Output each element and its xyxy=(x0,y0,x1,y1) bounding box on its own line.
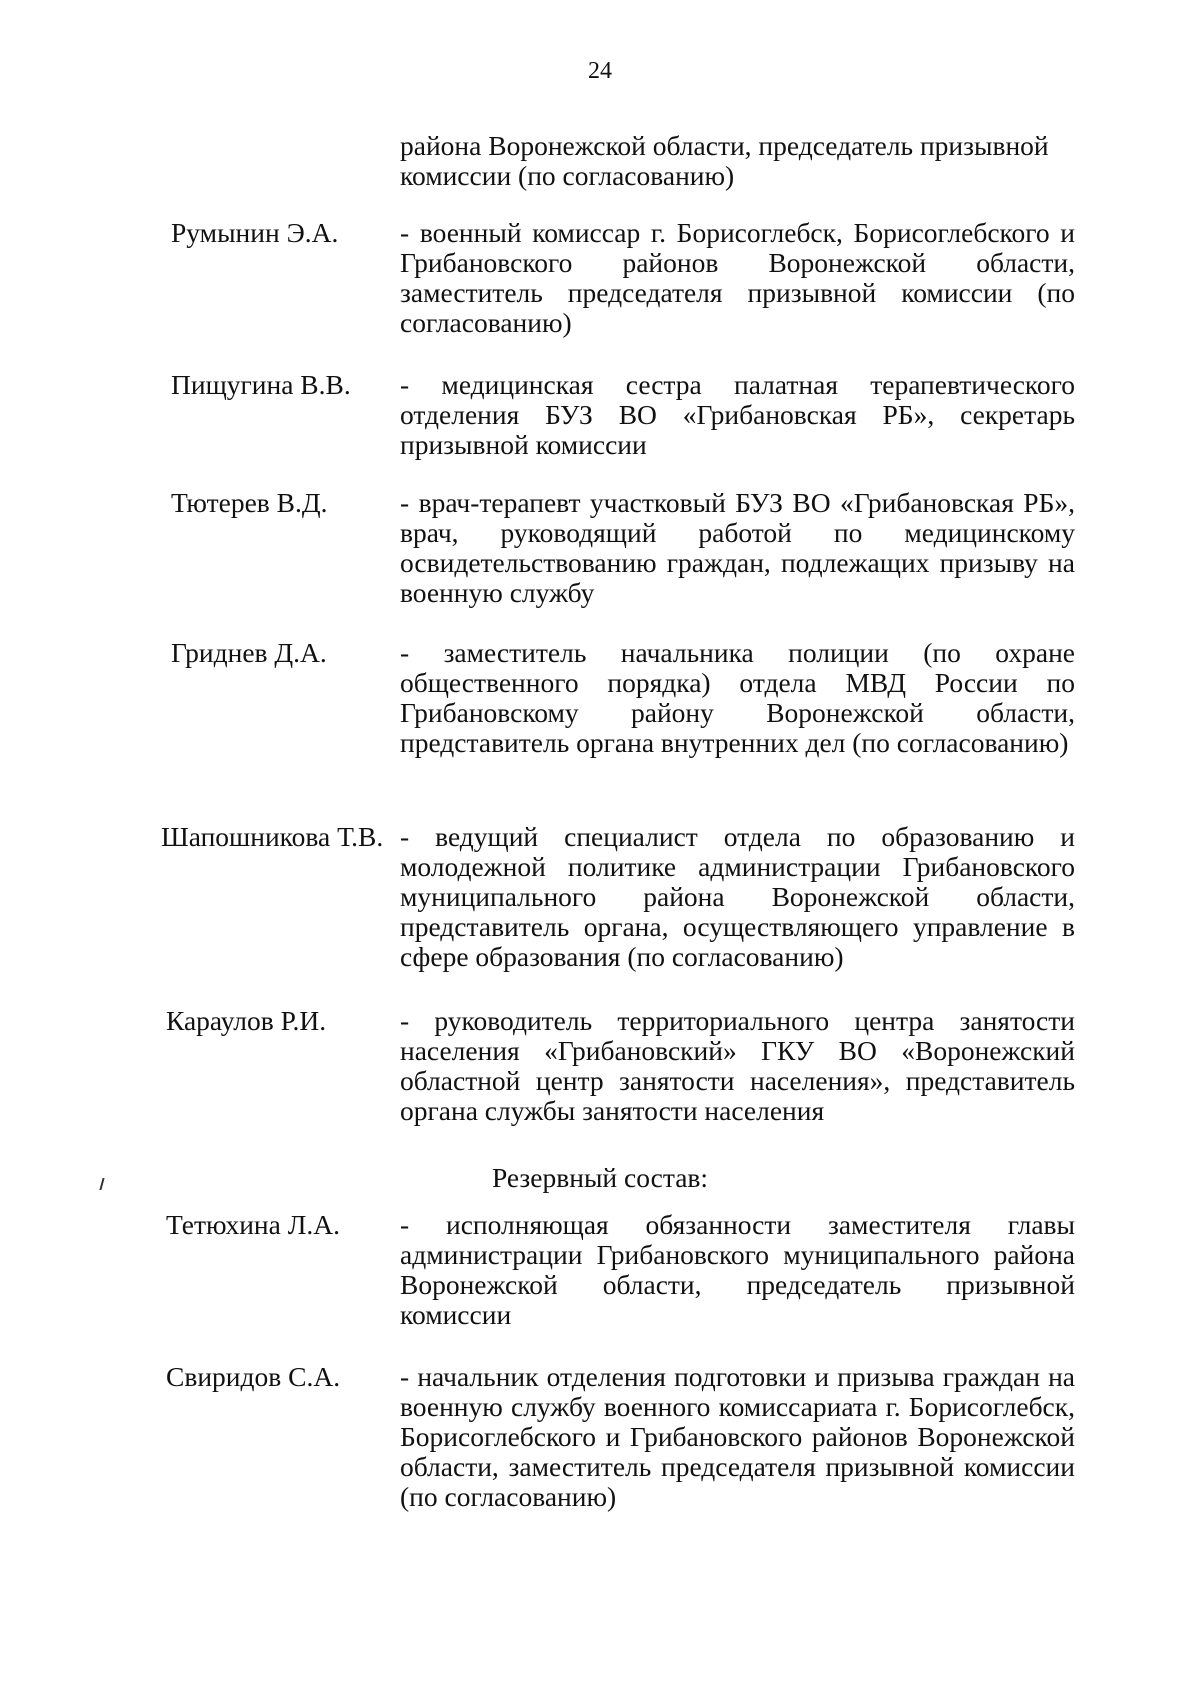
member-name: Гриднев Д.А. xyxy=(171,637,327,668)
member-role: - медицинская сестра палатная терапевтического отделения БУЗ ВО «Грибановская РБ», секретарь призывной комиссии xyxy=(400,369,1075,460)
member-name: Пищугина В.В. xyxy=(171,369,351,400)
member-name: Румынин Э.А. xyxy=(171,217,339,248)
member-role: - военный комиссар г. Борисоглебск, Борисоглебского и Грибановского районов Воронежской области, заместитель председателя призывной комиссии (по согласованию) xyxy=(400,217,1075,338)
member-role: - исполняющая обязанности заместителя главы администрации Грибановского муниципального района Воронежской области, председатель призывной комиссии xyxy=(400,1209,1075,1330)
member-role: - ведущий специалист отдела по образованию и молодежной политике администрации Грибановского муниципального района Воронежской области, представитель органа, осуществляющего управление в сфере образования (по согласованию) xyxy=(400,821,1075,972)
member-role: - заместитель начальника полиции (по охране общественного порядка) отдела МВД России по Грибановскому району Воронежской области, представитель органа внутренних дел (по согласованию) xyxy=(400,637,1075,758)
reserve-heading: Резервный состав: xyxy=(491,1162,709,1193)
member-role: - врач-терапевт участковый БУЗ ВО «Грибановская РБ», врач, руководящий работой по медицинскому освидетельствованию граждан, подлежащих призыву на военную службу xyxy=(400,487,1075,608)
member-name: Шапошникова Т.В. xyxy=(161,821,384,852)
continuation-text: района Воронежской области, председатель призывной комиссии (по согласованию) xyxy=(400,130,1049,191)
member-name: Караулов Р.И. xyxy=(166,1005,327,1036)
member-name: Свиридов С.А. xyxy=(166,1361,341,1392)
member-name: Тютерев В.Д. xyxy=(171,487,328,518)
page-number: 24 xyxy=(588,58,612,84)
member-name: Тетюхина Л.А. xyxy=(166,1209,340,1240)
member-role: - руководитель территориального центра занятости населения «Грибановский» ГКУ ВО «Воронежский областной центр занятости населения», представитель органа службы занятости населения xyxy=(400,1005,1075,1126)
member-role: - начальник отделения подготовки и призыва граждан на военную службу военного комиссариата г. Борисоглебск, Борисоглебского и Грибановского районов Воронежской области, заместитель председателя призывной комиссии (по согласованию) xyxy=(400,1361,1075,1512)
